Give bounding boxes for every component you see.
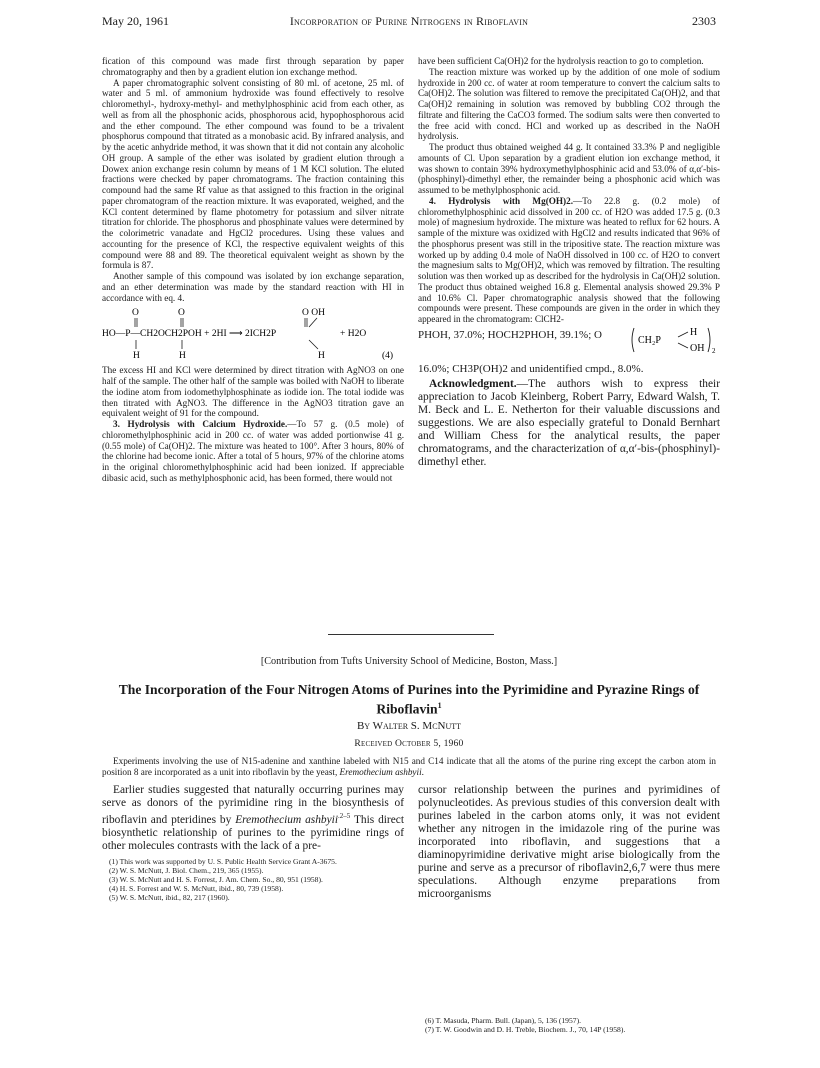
svg-text:OH: OH bbox=[690, 342, 705, 354]
footnotes-right bbox=[418, 1016, 720, 1034]
footnote: (3) W. S. McNutt and H. S. Forrest, J. Am. Chem. So., 80, 951 (1958). bbox=[109, 875, 323, 885]
formula-tail: 16.0%; CH3P(OH)2 and unidentified cmpd., 8.0%. bbox=[418, 362, 644, 375]
svg-text:H: H bbox=[690, 326, 698, 338]
paragraph: fication of this compound was made first through separation by paper chromatography and then by a gradient elution ion exchange method. bbox=[102, 56, 404, 77]
footnote: (1) This work was supported by U. S. Public Health Service Grant A-3675. bbox=[109, 857, 337, 867]
eq-bot-h1: H bbox=[133, 351, 140, 362]
paragraph: The reaction mixture was worked up by the addition of one mole of sodium hydroxide in 200 cc. of water at room temperature to convert the calcium salts to Ca(OH)2. The solution was filtered to remove the precipitated Ca(OH)2, and that Ca(OH)2 remaining in solution was removed by bubbling CO2 through the filtrate and filtering the CaCO3 formed. The sodium salts were then converted to the free acid with concd. HCl and worked up as described in the NaOH hydrolysis. bbox=[418, 66, 720, 142]
formula-line bbox=[418, 326, 720, 357]
acknowledgment-text: —The authors wish to express their appreciation to Jacob Kleinberg, Robert Parry, Edward Walsh, T. M. Beck and L. E. Netherton for their valuable discussions and suggestions. We are also especially grateful to Donald Bernhart and William Chess for the analytical results, the paper chromatograms, and the characterization of α,α′-bis-(phosphinyl)-dimethyl ether. bbox=[418, 377, 720, 468]
article-body-right bbox=[418, 784, 720, 901]
footnote: (6) T. Masuda, Pharm. Bull. (Japan), 5, 136 (1957). bbox=[425, 1016, 581, 1025]
title-footnote-mark: 1 bbox=[437, 700, 442, 710]
paragraph: cursor relationship between the purines and pyrimidines of polynucleotides. As previous studies of this conversion dealt with purines labeled in the carbon atoms only, it was not evident whether any nitrogen in the imidazole ring of the purine was incorporated into riboflavin, and suggestions that a diaminopyrimidine derivative might arise biologically from the purine and serve as a precursor of riboflavin2,6,7 were thus mere speculations. Although enzyme preparations from microorganisms bbox=[418, 784, 720, 901]
eq-top-o1: O bbox=[132, 308, 139, 319]
eq-top-o2: O bbox=[178, 308, 185, 319]
header-date: May 20, 1961 bbox=[102, 14, 169, 28]
abstract-end: . bbox=[421, 766, 424, 777]
article-title bbox=[102, 682, 716, 717]
reference-mark: .2–5 bbox=[338, 812, 351, 821]
run-in-heading: 3. Hydrolysis with Calcium Hydroxide. bbox=[113, 419, 288, 429]
left-column bbox=[102, 56, 404, 484]
paragraph bbox=[102, 419, 404, 484]
eq-number: (4) bbox=[382, 351, 394, 362]
section-divider bbox=[328, 634, 494, 635]
paragraph bbox=[418, 196, 720, 325]
footnotes-left bbox=[102, 857, 404, 902]
bracket-structure bbox=[630, 325, 720, 359]
formula-text: PHOH, 37.0%; HOCH2PHOH, 39.1%; O bbox=[418, 328, 602, 341]
eq-bot-h3: H bbox=[318, 351, 325, 362]
equation-svg bbox=[102, 305, 404, 363]
eq-main-left: HO—P—CH2OCH2POH + 2HI ⟶ 2ICH2P bbox=[102, 329, 277, 340]
paragraph: A paper chromatographic solvent consisting of 80 ml. of acetone, 25 ml. of water and 5 ml. of ammonium hydroxide was found effectively to resolve chloromethyl-, hydroxy-methyl- and methylphosphinic acid from each other, as well as from all the phosphonic acids, phosphorous acid, hypophosphorous acid and the ether compound. The ether compound was found to be a trivalent phosphorus compound that titrated as a monobasic acid. By infrared analysis, and by the acetic anhydride method, it was shown that it did not contain any alcoholic OH group. A sample of the ether was isolated by gradient elution through a Dowex anion exchange resin column by means of 1 M KCl solution. The eluted fractions were checked by paper chromatograms. The fraction containing this compound had the same Rf value as that assigned to this fraction in the original paper chromatogram of the reaction mixture. It was evaporated, weighed, and the KCl content determined by flame photometry for potassium and silver nitrate titration for chloride. The phosphorus and phosphinate values were determined by the colorimetric vanadate and HgCl2 procedures. Using these values and accounting for the presence of KCl, the respective equivalent weights of this compound were 88 and 89. The theoretical equivalent weight as shown by the formula is 87. bbox=[102, 77, 404, 271]
footnote: (2) W. S. McNutt, J. Biol. Chem., 219, 365 (1955). bbox=[109, 866, 264, 876]
article-body-left bbox=[102, 784, 404, 902]
abstract-species: Eremothecium ashbyii bbox=[339, 766, 422, 777]
paragraph: The excess HI and KCl were determined by direct titration with AgNO3 on one half of the sample. The other half of the sample was boiled with NaOH to liberate the iodine atom from iodomethylphosphinate as iodide ion. The total iodide was then titrated with AgNO3. The difference in the AgNO3 titration gave an equivalent weight of 91 for the compound. bbox=[102, 365, 404, 419]
abstract bbox=[102, 756, 716, 778]
author-byline: By Walter S. McNutt bbox=[356, 720, 462, 732]
svg-text:CH₂P: CH₂P bbox=[638, 334, 661, 346]
paragraph-text: —To 57 g. (0.5 mole) of chloromethylphosphinic acid in 200 cc. of water was added portionwise 41 g. (0.55 mole) of Ca(OH)2. The mixture was heated to 100°. After 3 hours, 80% of the chlorine had become ionic. After a total of 5 hours, 97% of the chlorine atoms in the original chloromethylphosphinic acid had been ionized. If appreciable dibasic acid, such as methylphosphonic acid, has been formed, there would not bbox=[102, 419, 404, 483]
acknowledgment bbox=[418, 378, 720, 469]
paragraph: Another sample of this compound was isolated by ion exchange separation, and an ether determination was made by the standard reaction with HI in accordance with eq. 4. bbox=[102, 271, 404, 303]
header-title: Incorporation of Purine Nitrogens in Riboflavin bbox=[289, 14, 529, 28]
running-header bbox=[102, 14, 716, 30]
abstract-text: Experiments involving the use of N15-adenine and xanthine labeled with N15 and C14 indicate that all the atoms of the purine ring except the carbon atom in position 8 are incorporated as a unit into riboflavin by the yeast, bbox=[102, 756, 716, 777]
paragraph: The product thus obtained weighed 44 g. It contained 33.3% P and negligible amounts of Cl. Upon separation by a gradient elution ion exchange method, it was shown to contain 39% hydroxymethylphosphinic acid and 53.0% of α,α′-bis-(phosphinyl)-dimethyl ether, the remainder being a phosphonic acid which was assumed to be methylphosphonic acid. bbox=[418, 142, 720, 195]
article-title-text: The Incorporation of the Four Nitrogen Atoms of Purines into the Pyrimidine and Pyrazine Rings of Riboflavin bbox=[118, 682, 700, 717]
species-name: Eremothecium ashbyii bbox=[235, 813, 339, 826]
paragraph bbox=[102, 784, 404, 853]
paragraph-text: Earlier studies suggested that naturally occurring purines may serve as donors of the pyrimidine ring in the biosynthesis of riboflavin and pteridines by bbox=[102, 784, 404, 826]
footnote: (4) H. S. Forrest and W. S. McNutt, ibid., 80, 739 (1958). bbox=[109, 884, 284, 894]
paragraph: have been sufficient Ca(OH)2 for the hydrolysis reaction to go to completion. bbox=[418, 56, 704, 66]
contribution-line: [Contribution from Tufts University School of Medicine, Boston, Mass.] bbox=[260, 656, 558, 667]
page-number: 2303 bbox=[692, 14, 716, 28]
received-date: Received October 5, 1960 bbox=[354, 738, 464, 749]
footnote: (5) W. S. McNutt, ibid., 82, 217 (1960). bbox=[109, 893, 230, 903]
acknowledgment-heading: Acknowledgment. bbox=[429, 377, 517, 390]
equation-4 bbox=[102, 305, 404, 363]
svg-text:2: 2 bbox=[712, 346, 716, 355]
paragraph-text: —To 22.8 g. (0.2 mole) of chloromethylphosphinic acid dissolved in 200 cc. of H2O was added 17.5 g. (0.3 mole) of magnesium hydroxide. The mixture was heated to reflux for 62 hours. A sample of the mixture was oxidized with HgCl2 and results indicated that 96% of the phosphorus present was still in the tripositive state. The reaction mixture was worked up by adding 0.4 mole of NaOH dissolved in 100 cc. of H2O to convert the magnesium salts to Mg(OH)2, which was removed by filtration. The resulting solution was then worked up as described for the hydrolysis in Ca(OH)2 solution. The product thus obtained weighed 16.8 g. Elemental analysis showed 29.3% P and 10.6% Cl. Paper chromatographic analysis showed that the following compounds were present. These compounds are given in the order in which they appeared in the chromatogram: ClCH2- bbox=[418, 195, 720, 324]
footnote: (7) T. W. Goodwin and D. H. Treble, Biochem. J., 70, 14P (1958). bbox=[425, 1025, 626, 1034]
right-column bbox=[418, 56, 720, 469]
paragraph-text: This direct biosynthetic relationship of purines to the pyrimidine rings of other molecules contrasts with the lack of a pre- bbox=[102, 813, 405, 852]
eq-bot-h2: H bbox=[179, 351, 186, 362]
eq-top-o3: O OH bbox=[302, 308, 325, 319]
eq-main-right: + H2O bbox=[340, 329, 367, 340]
run-in-heading: 4. Hydrolysis with Mg(OH)2. bbox=[429, 195, 573, 206]
